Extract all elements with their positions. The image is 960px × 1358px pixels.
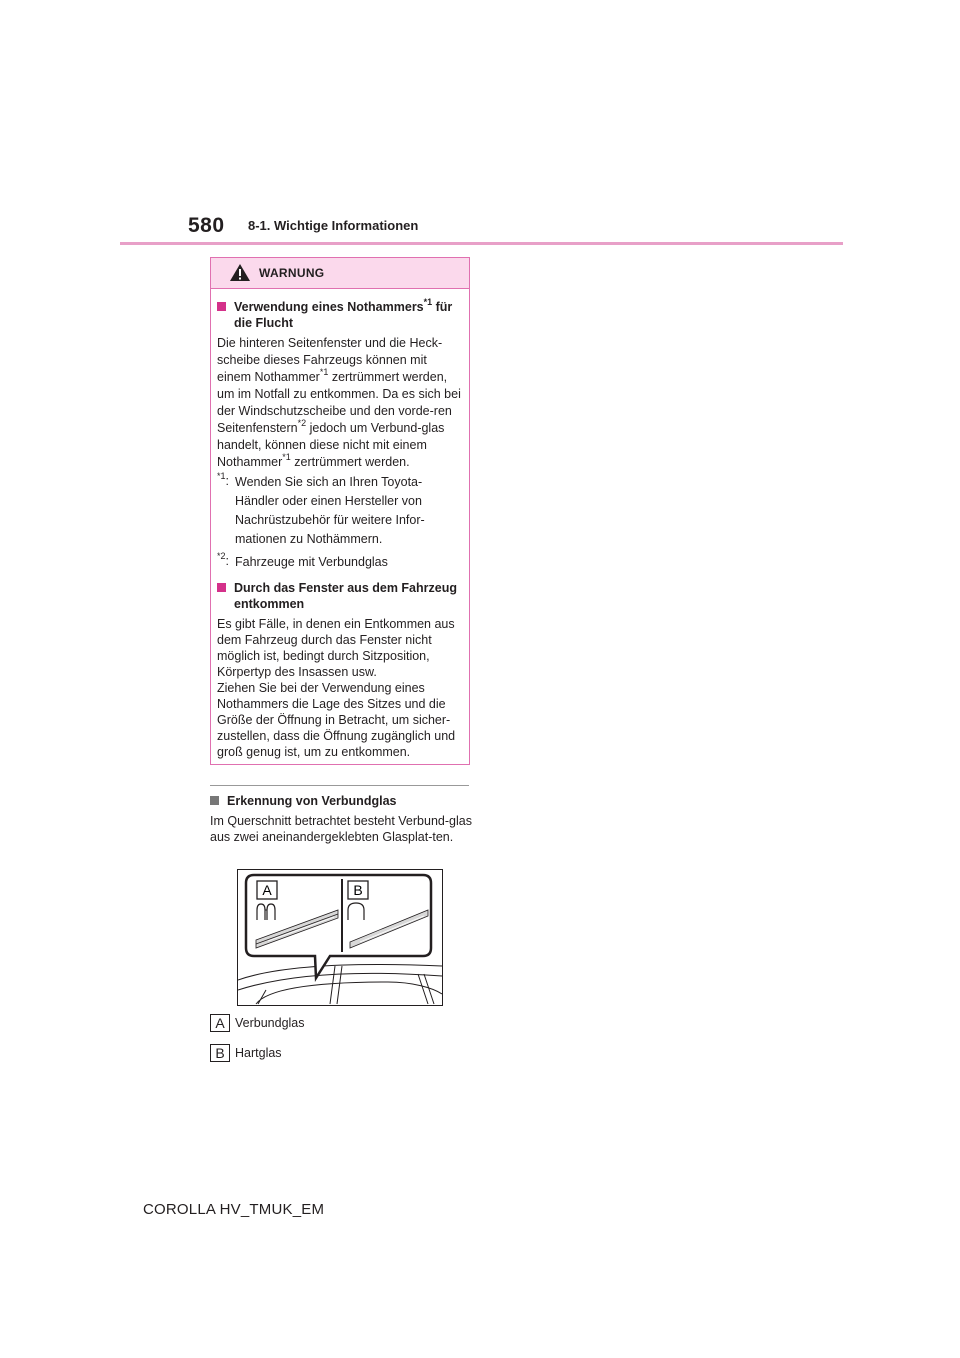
page-number: 580: [188, 214, 225, 237]
bullet-square-icon: [217, 583, 226, 592]
footnote-mark-sup: *1: [217, 470, 226, 481]
warning-header: [211, 258, 469, 289]
footnote-ref: *1: [319, 366, 329, 377]
footnote-mark: [217, 470, 229, 489]
heading-text: Durch das Fenster aus dem Fahrzeug entkommen: [234, 581, 457, 611]
footnote-ref: *2: [297, 417, 307, 428]
section-divider: [210, 785, 469, 786]
heading-text: Verwendung eines Nothammers: [234, 300, 424, 314]
main-section: [210, 789, 472, 845]
section-title: 8-1. Wichtige Informationen: [248, 218, 419, 233]
legend-label-a: Verbundglas: [235, 1016, 305, 1030]
warning-heading-window: [217, 580, 463, 612]
paragraph-text: jedoch um Verbund-glas handelt, können diese nicht mit einem Nothammer: [217, 421, 445, 469]
footnote-ref: *1: [282, 451, 291, 462]
footnote-mark-sup: *2: [217, 550, 226, 561]
footnote-2: [217, 550, 463, 572]
warning-paragraph-hammer: [217, 335, 463, 471]
heading-text: Erkennung von Verbundglas: [227, 794, 397, 808]
footnote-text: Fahrzeuge mit Verbundglas: [235, 555, 388, 569]
legend-letter-b: B: [210, 1044, 230, 1062]
warning-paragraph-window: Es gibt Fälle, in denen ein Entkommen aus dem Fahrzeug durch das Fenster nicht möglich ist, bedingt durch Sitzposition, Körpertyp des Insassen usw.: [217, 617, 455, 679]
glass-illustration: [238, 870, 442, 1005]
glass-figure: [237, 869, 443, 1006]
footnote-text: Wenden Sie sich an Ihren Toyota-Händler oder einen Hersteller von Nachrüstzubehör für weitere Infor-mationen zu Nothämmern.: [235, 475, 425, 546]
footnote-mark: [217, 550, 229, 569]
figure-label-b: B: [353, 882, 363, 898]
paragraph-text: zertrümmert werden.: [290, 455, 410, 469]
footer-model: COROLLA HV_TMUK_EM: [143, 1201, 325, 1218]
warning-box: [210, 257, 470, 765]
footnote-ref: *1: [423, 296, 433, 307]
bullet-square-icon: [210, 796, 219, 805]
warning-paragraph-window-2: Ziehen Sie bei der Verwendung eines Nothammers die Lage des Sitzes und die Größe der Öffnung in Betracht, um sicher-zustellen, dass die Öffnung zugänglich und groß genug ist, um zu entkommen.: [217, 681, 456, 759]
legend-letter-a: A: [210, 1014, 230, 1032]
paragraph-text: zertrümmert werden, um im Notfall zu entkommen. Da es sich bei der Windschutzscheibe und den vorde-ren Seitenfenstern: [217, 370, 461, 435]
header-rule: [120, 242, 843, 245]
main-paragraph: Im Querschnitt betrachtet besteht Verbund-glas aus zwei aneinandergeklebten Glasplat-ten.: [210, 814, 472, 844]
warning-title: WARNUNG: [259, 266, 325, 280]
paragraph-text: Die hinteren Seitenfenster und die Heck-scheibe dieses Fahrzeugs können mit einem Nothammer: [217, 336, 443, 384]
footnote-colon: :: [225, 474, 229, 488]
bullet-square-icon: [217, 302, 226, 311]
main-heading: [210, 793, 472, 809]
warning-body: [211, 289, 469, 760]
heading-text: für die Flucht: [234, 300, 453, 330]
warning-heading-hammer: [217, 296, 463, 331]
legend-label-b: Hartglas: [235, 1046, 282, 1060]
footnote-1: [217, 470, 463, 549]
warning-triangle-icon: [229, 263, 251, 282]
legend-item-a: [210, 1014, 305, 1032]
footnote-colon: :: [225, 554, 229, 568]
figure-label-a: A: [262, 882, 272, 898]
legend-item-b: [210, 1044, 282, 1062]
